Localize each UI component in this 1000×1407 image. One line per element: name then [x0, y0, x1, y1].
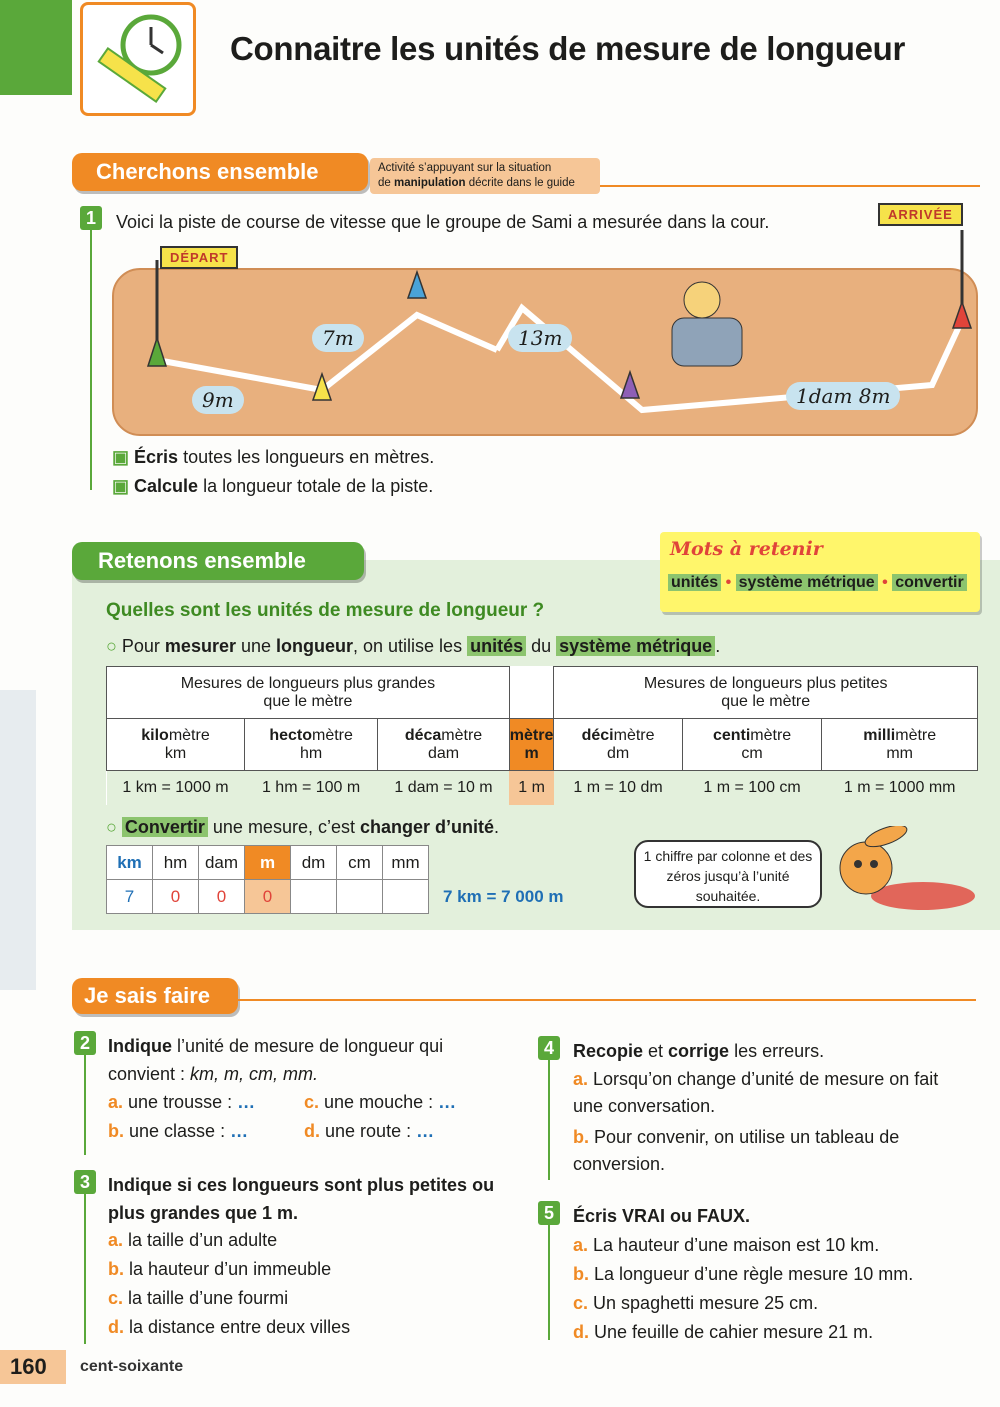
exercise-number: 2 [74, 1031, 96, 1055]
unit-equivalence: 1 m = 1000 mm [822, 771, 978, 805]
exercise-rule [84, 1055, 86, 1155]
sidebar-band [0, 690, 36, 990]
conv-value: 0 [153, 880, 199, 914]
rabbit-mascot-icon [828, 826, 978, 916]
conv-header: dam [199, 846, 245, 880]
section-divider [238, 999, 976, 1001]
tip-bubble: 1 chiffre par colonne et des zéros jusqu’à l’unité souhaitée. [634, 840, 822, 908]
chapter-icon-box [80, 2, 196, 116]
unit-cell: millimètre mm [822, 719, 978, 771]
unit-equivalence: 1 m [509, 771, 554, 805]
conv-header: m [245, 846, 291, 880]
exercise-number: 5 [538, 1201, 560, 1225]
exercise-2-item: c. une mouche : … [304, 1092, 457, 1112]
page-number-words: cent-soixante [80, 1358, 184, 1375]
conv-header: km [107, 846, 153, 880]
segment-label: 1dam 8m [786, 382, 900, 410]
exercise-number: 4 [538, 1036, 560, 1060]
exercise-3-items: a. la taille d’un adulte b. la hauteur d’un immeuble c. la taille d’une fourmi d. la distance entre deux villes [108, 1230, 351, 1337]
exercise-2-item: b. une classe : … [108, 1121, 249, 1141]
conv-value [383, 880, 429, 914]
exercise-rule [548, 1225, 550, 1340]
rule-measure: ○ Pour mesurer une longueur, on utilise les unités du système métrique . [106, 636, 721, 656]
section-divider [600, 185, 980, 187]
rule-convert: ○ Convertir une mesure, c’est changer d’unité. [106, 817, 500, 837]
conversion-table [106, 845, 429, 914]
exercise-rule [84, 1194, 86, 1344]
flag-finish: ARRIVÉE [878, 203, 963, 226]
unit-cell-meter: mètre m [509, 719, 554, 771]
conv-value [291, 880, 337, 914]
page-title: Connaitre les unités de mesure de longueur [230, 30, 906, 67]
unit-equivalence: 1 hm = 100 m [244, 771, 377, 805]
units-table [106, 666, 978, 805]
unit-equivalence: 1 m = 100 cm [682, 771, 822, 805]
conv-value: 0 [199, 880, 245, 914]
unit-equivalence: 1 km = 1000 m [107, 771, 245, 805]
exercise-5-items: a. La hauteur d’une maison est 10 km. b. La longueur d’une règle mesure 10 mm. c. Un spaghetti mesure 25 cm. d. Une feuille de cahier mesure 21 m. [573, 1235, 914, 1342]
conv-value: 7 [107, 880, 153, 914]
flag-start: DÉPART [160, 246, 238, 269]
exercise-3-title: Indique si ces longueurs sont plus petites ou plus grandes que 1 m. [108, 1175, 495, 1223]
conv-header: dm [291, 846, 337, 880]
greater-header: Mesures de longueurs plus grandes que le mètre [107, 667, 510, 719]
conv-value [337, 880, 383, 914]
exercise-number: 3 [74, 1170, 96, 1194]
unit-equivalence: 1 dam = 10 m [378, 771, 510, 805]
bullet-icon: ▣ [112, 476, 130, 496]
conv-value: 0 [245, 880, 291, 914]
page-number: 160 [0, 1350, 66, 1384]
exercise-1-text: Voici la piste de course de vitesse que le groupe de Sami a mesurée dans la cour. [116, 212, 770, 232]
conv-header: cm [337, 846, 383, 880]
exercise-number: 1 [80, 206, 102, 230]
unit-equivalence: 1 m = 10 dm [554, 771, 682, 805]
unit-cell: kilomètre km [107, 719, 245, 771]
conversion-result: 7 km = 7 000 m [443, 887, 564, 906]
segment-label: 9m [192, 386, 244, 414]
unit-cell: décimètre dm [554, 719, 682, 771]
exercise-rule [548, 1060, 550, 1180]
key-words-box: Mots à retenir unités • système métrique • convertir [660, 532, 980, 612]
conv-header: hm [153, 846, 199, 880]
exercise-5-title: Écris VRAI ou FAUX. [573, 1206, 751, 1226]
activity-note: Activité s’appuyant sur la situation de manipulation décrite dans le guide [370, 158, 600, 194]
unit-cell: centimètre cm [682, 719, 822, 771]
clock-ruler-icon [83, 5, 193, 113]
exercise-2-title: Indique l’unité de mesure de longueur qui convient : km, m, cm, mm. [108, 1036, 444, 1084]
exercise-1-tasks: ▣ Écris toutes les longueurs en mètres. ▣ Calcule la longueur totale de la piste. [112, 447, 435, 496]
exercise-4-items: a. Lorsqu’on change d’unité de mesure on fait une conversation. b. Pour convenir, on utilise un tableau de conversion. [573, 1069, 939, 1174]
smaller-header: Mesures de longueurs plus petites que le mètre [554, 667, 978, 719]
section-cherchons-header: Cherchons ensemble [72, 153, 368, 191]
section-je-sais-header: Je sais faire [72, 978, 238, 1014]
section-retenons-header: Retenons ensemble [72, 542, 364, 580]
retenons-question: Quelles sont les unités de mesure de longueur ? [106, 600, 545, 621]
exercise-rule [90, 230, 92, 490]
bullet-icon: ▣ [112, 447, 130, 467]
exercise-4-title: Recopie et corrige les erreurs. [573, 1041, 825, 1061]
segment-label: 13m [508, 324, 572, 352]
exercise-2-item: a. une trousse : … [108, 1092, 256, 1112]
unit-cell: décamètre dam [378, 719, 510, 771]
exercise-2-item: d. une route : … [304, 1121, 435, 1141]
segment-label: 7m [312, 324, 364, 352]
conv-header: mm [383, 846, 429, 880]
unit-cell: hectomètre hm [244, 719, 377, 771]
